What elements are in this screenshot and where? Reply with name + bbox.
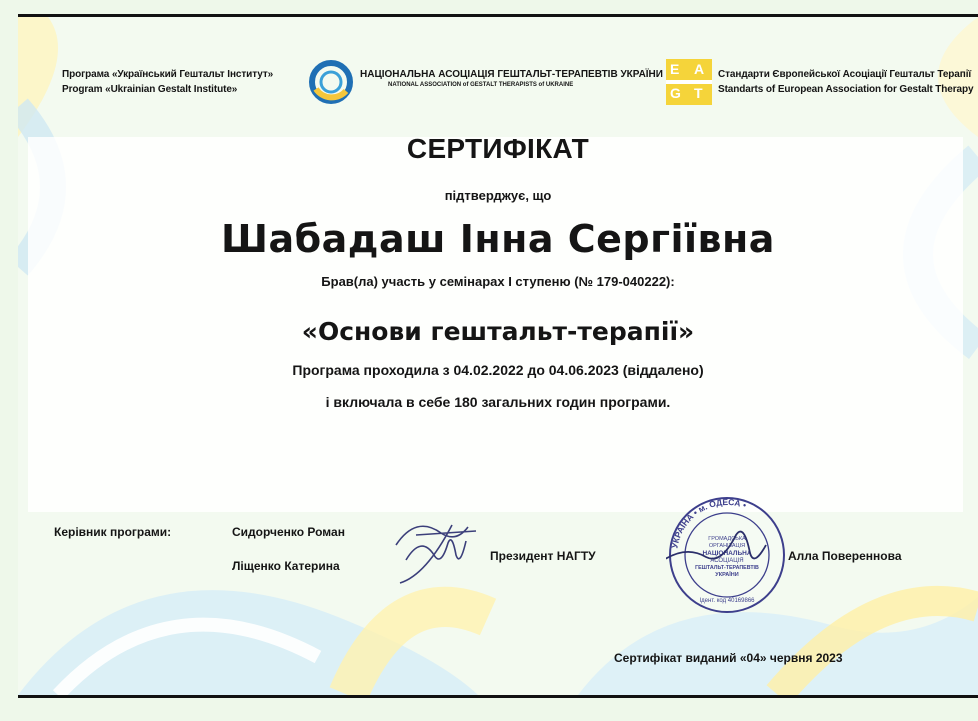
issue-date: Сертифікат виданий «04» червня 2023 xyxy=(614,651,843,665)
confirms-text: підтверджує, що xyxy=(444,188,552,203)
leaders-label: Керівник програми: xyxy=(54,525,172,539)
recipient-name: Шабадаш Інна Сергіївна xyxy=(221,217,775,261)
course-title: «Основи гештальт-терапії» xyxy=(301,317,695,346)
stamp-ring-text: УКРАЇНА • м. ОДЕСА • xyxy=(669,496,748,550)
stamp-line-2: ОРГАНІЗАЦІЯ xyxy=(708,543,746,549)
program-name-en: Program «Ukrainian Gestalt Institute» xyxy=(62,84,238,95)
president-label: Президент НАГТУ xyxy=(490,549,596,563)
leader-signature xyxy=(386,505,486,595)
program-hours: і включала в себе 180 загальних годин програми. xyxy=(325,394,671,410)
eagt-logo-letter: A xyxy=(694,61,705,77)
association-title xyxy=(360,69,663,88)
stamp-code: Ідент. код 40169866 xyxy=(699,598,755,604)
decorative-background xyxy=(18,17,978,695)
header-left xyxy=(62,67,273,97)
program-name-ua: Програма «Український Гештальт Інститут» xyxy=(62,69,274,80)
eagt-standards-en: Standarts of European Association for Gestalt Therapy xyxy=(718,84,974,95)
stamp-line-5: ГЕШТАЛЬТ-ТЕРАПЕВТІВ xyxy=(695,565,759,571)
association-name-ua: НАЦІОНАЛЬНА АСОЦІАЦІЯ ГЕШТАЛЬТ-ТЕРАПЕВТІВ УКРАЇНИ xyxy=(360,69,663,80)
eagt-standards-ua: Стандарти Європейської Асоціації Гештальт Терапії xyxy=(718,69,972,80)
eagt-logo-letter: G xyxy=(670,85,681,101)
eagt-logo-letter: E xyxy=(670,61,680,77)
leader-name-2: Ліщенко Катерина xyxy=(232,559,340,573)
certificate-title: СЕРТИФІКАТ xyxy=(406,133,590,164)
eagt-logo-letter: T xyxy=(694,85,703,101)
stamp-line-6: УКРАЇНИ xyxy=(715,572,739,578)
program-period: Програма проходила з 04.02.2022 до 04.06.2023 (віддалено) xyxy=(292,362,704,378)
association-logo-icon xyxy=(308,59,354,105)
stamp-line-4: АСОЦІАЦІЯ xyxy=(710,558,744,564)
stamp-line-1: ГРОМАДСЬКА xyxy=(708,536,746,542)
organization-stamp xyxy=(666,495,788,615)
stamp-line-3: НАЦІОНАЛЬНА xyxy=(702,550,752,557)
association-name-en: NATIONAL ASSOCIATION of GESTALT THERAPISTS of UKRAINE xyxy=(388,82,574,88)
eagt-logo-icon xyxy=(666,59,712,105)
leader-name-1: Сидорченко Роман xyxy=(232,525,345,539)
header-right xyxy=(718,67,974,97)
participation-text: Брав(ла) участь у семінарах I ступеню (№ 179-040222): xyxy=(321,274,675,289)
eagt-logo-divider xyxy=(666,80,712,84)
certificate-frame xyxy=(18,14,978,698)
president-name: Алла Повереннова xyxy=(788,549,902,563)
